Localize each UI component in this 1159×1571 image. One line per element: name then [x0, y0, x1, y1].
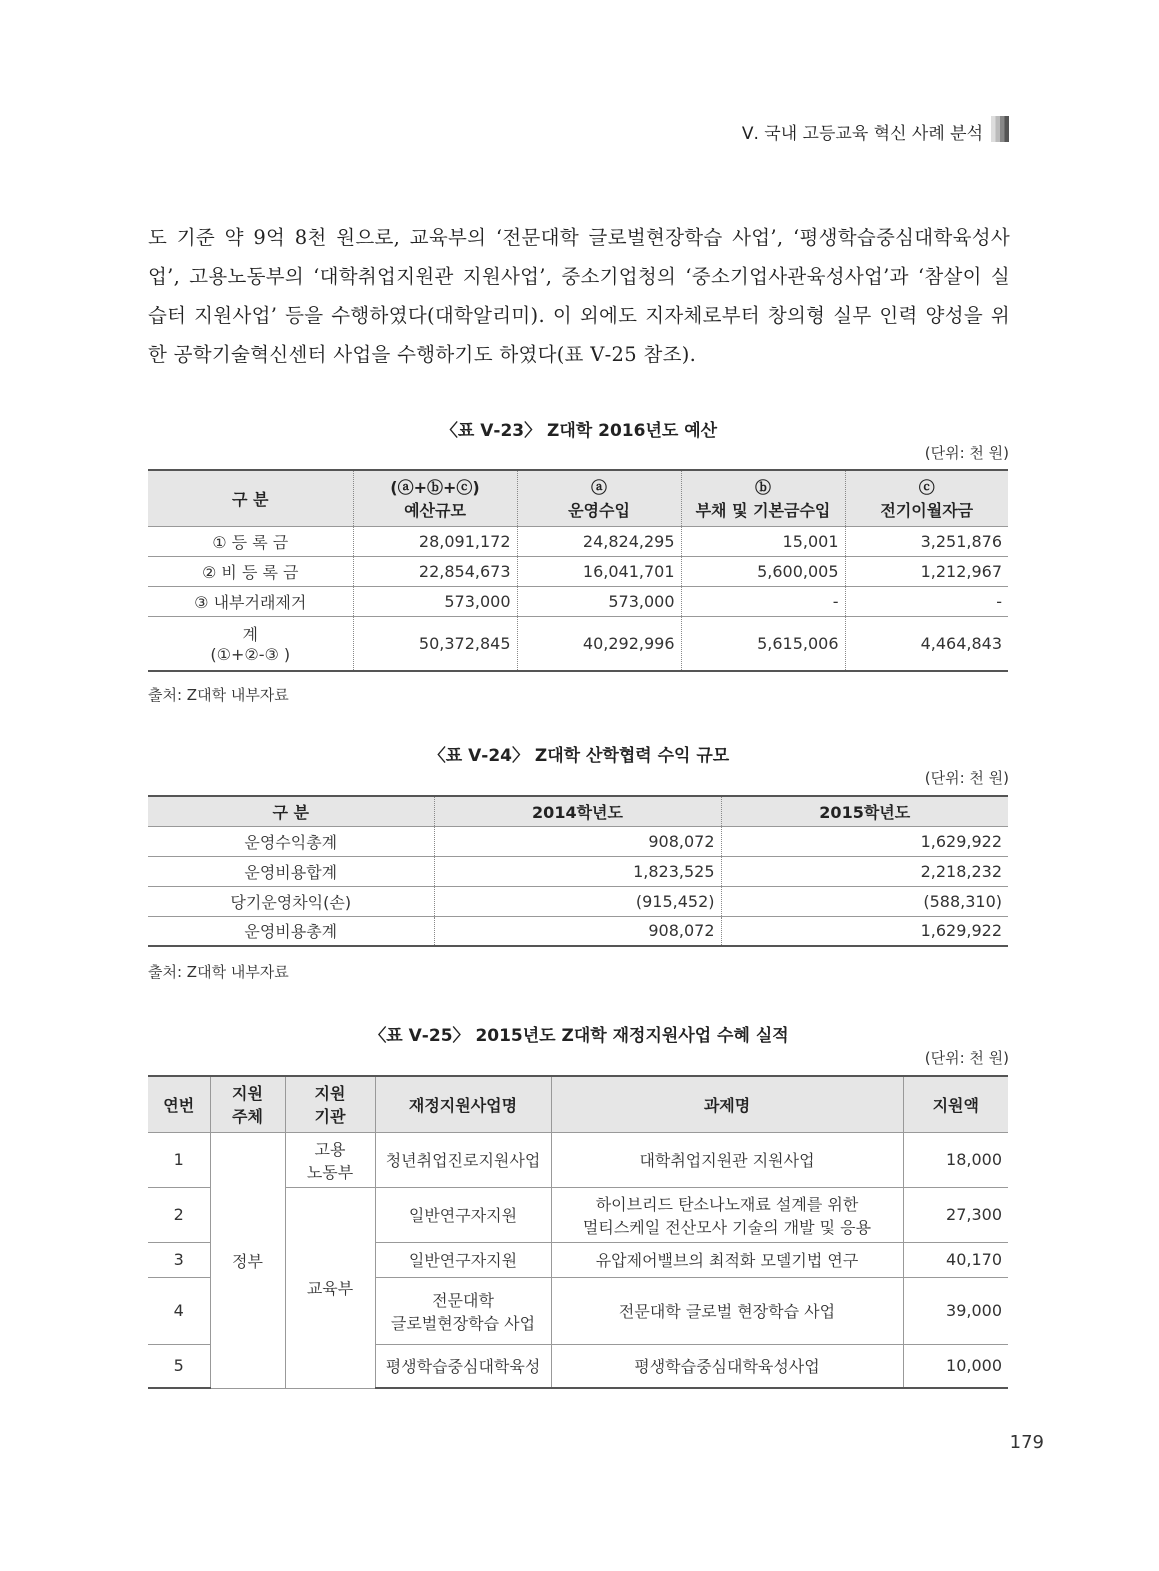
- table-row: 운영비용합계 1,823,525 2,218,232: [148, 856, 1008, 886]
- table25-header-agency: 지원 기관: [285, 1076, 375, 1132]
- table24-caption: 〈표 Ⅴ-24〉 Z대학 산학협력 수익 규모: [428, 746, 730, 766]
- table23-total-row: 계 (①+②-③ ) 50,372,845 40,292,996 5,615,006 4,464,843: [148, 616, 1008, 671]
- table25-agency-labor: 고용 노동부: [285, 1132, 375, 1187]
- table25: [148, 1075, 1008, 1389]
- table-row: ① 등 록 금 28,091,172 24,824,295 15,001 3,251,876: [148, 526, 1008, 556]
- table23-caption: 〈표 Ⅴ-23〉 Z대학 2016년도 예산: [440, 421, 718, 441]
- table23-header-carryover: ⓒ 전기이월자금: [845, 470, 1008, 526]
- header-decoration: [991, 116, 1009, 142]
- table24-unit: (단위: 천 원): [924, 769, 1009, 787]
- table23-header-category: 구 분: [148, 470, 353, 526]
- table-row: 1 정부 고용 노동부 청년취업진로지원사업 대학취업지원관 지원사업 18,000: [148, 1132, 1008, 1187]
- table-row: ② 비 등 록 금 22,854,673 16,041,701 5,600,005 1,212,967: [148, 556, 1008, 586]
- table25-body-cell: 정부: [210, 1132, 285, 1388]
- table25-unit: (단위: 천 원): [924, 1049, 1009, 1067]
- table25-header-program: 재정지원사업명: [375, 1076, 551, 1132]
- table25-header-no: 연번: [148, 1076, 210, 1132]
- table-row: 5 평생학습중심대학육성 평생학습중심대학육성사업 10,000: [148, 1344, 1008, 1388]
- table25-header-task: 과제명: [551, 1076, 903, 1132]
- table-row: 운영비용총계 908,072 1,629,922: [148, 916, 1008, 946]
- table24-header-2014: 2014학년도: [434, 796, 721, 826]
- table23-source: 출처: Z대학 내부자료: [148, 686, 289, 704]
- page-number: 179: [1009, 1432, 1044, 1453]
- table25-header-body: 지원 주체: [210, 1076, 285, 1132]
- table23-unit: (단위: 천 원): [924, 444, 1009, 462]
- table23-header-operating: ⓐ 운영수입: [517, 470, 681, 526]
- running-header: Ⅴ. 국내 고등교육 혁신 사례 분석: [741, 124, 983, 144]
- body-paragraph: 도 기준 약 9억 8천 원으로, 교육부의 ‘전문대학 글로벌현장학습 사업’, ‘평생학습중심대학육성사업’, 고용노동부의 ‘대학취업지원관 지원사업’, 중소기업청의 ‘중소기업사관육성사업’과 ‘참살이 실습터 지원사업’ 등을 수행하였다(대학알리미). 이 외에도 지자체로부터 창의형 실무 인력 양성을 위한 공학기술혁신센터 사업을 수행하기도 하였다(표 Ⅴ-25 참조).: [148, 226, 1010, 366]
- table-row: 2 교육부 일반연구자지원 하이브리드 탄소나노재료 설계를 위한 멀티스케일 전산모사 기술의 개발 및 응용 27,300: [148, 1187, 1008, 1242]
- table23-header-debt: ⓑ 부채 및 기본금수입: [681, 470, 845, 526]
- table24-header-2015: 2015학년도: [721, 796, 1008, 826]
- table25-caption: 〈표 Ⅴ-25〉 2015년도 Z대학 재정지원사업 수혜 실적: [369, 1026, 789, 1046]
- table-row: 당기운영차익(손) (915,452) (588,310): [148, 886, 1008, 916]
- table24-source: 출처: Z대학 내부자료: [148, 963, 289, 981]
- table25-agency-edu: 교육부: [285, 1187, 375, 1388]
- table24-header-category: 구 분: [148, 796, 434, 826]
- table25-header-amount: 지원액: [903, 1076, 1008, 1132]
- table-row: ③ 내부거래제거 573,000 573,000 - -: [148, 586, 1008, 616]
- table-row: 운영수익총계 908,072 1,629,922: [148, 826, 1008, 856]
- table23-header-budget: (ⓐ+ⓑ+ⓒ) 예산규모: [353, 470, 517, 526]
- table23: [148, 469, 1008, 672]
- table24: [148, 795, 1008, 947]
- table-row: 3 일반연구자지원 유압제어밸브의 최적화 모델기법 연구 40,170: [148, 1242, 1008, 1277]
- table-row: 4 전문대학 글로벌현장학습 사업 전문대학 글로벌 현장학습 사업 39,000: [148, 1277, 1008, 1344]
